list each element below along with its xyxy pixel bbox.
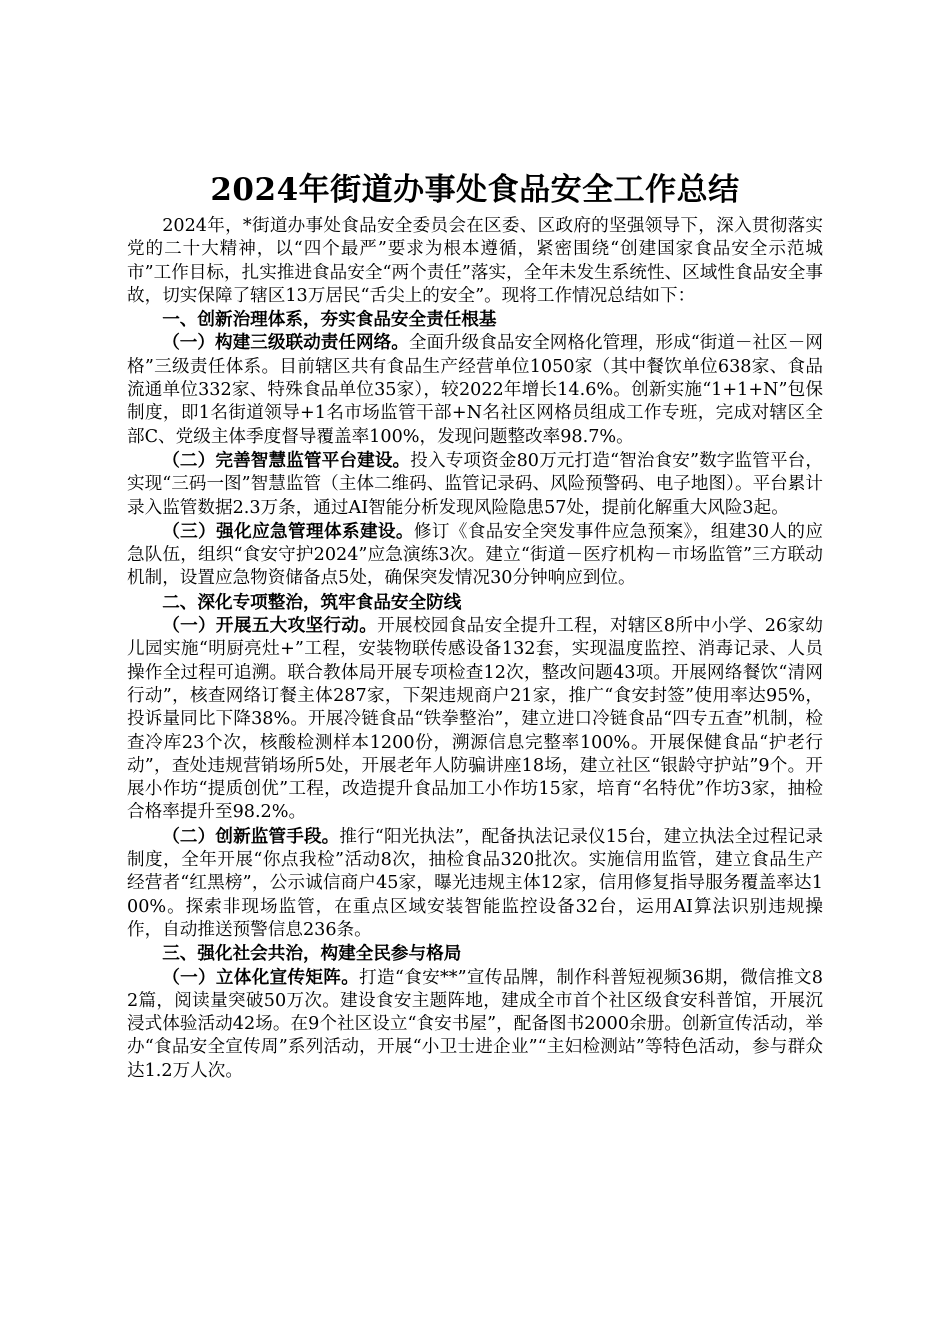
paragraph-lead: （一）构建三级联动责任网络。 xyxy=(162,332,409,354)
paragraph-lead: （二）完善智慧监管平台建设。 xyxy=(162,449,411,471)
paragraph-1-3 xyxy=(127,520,823,591)
paragraph-2-2 xyxy=(127,825,823,942)
section-heading-2: 二、深化专项整治，筑牢食品安全防线 xyxy=(162,591,462,613)
paragraph-lead: （一）立体化宣传矩阵。 xyxy=(162,966,360,988)
paragraph-body: 全面升级食品安全网格化管理，形成“街道－社区－网格”三级责任体系。目前辖区共有食品生产经营单位1050家（其中餐饮单位638家、食品流通单位332家、特殊食品单位35家），较2022年增长14.6%。创新实施“1+1+N”包保制度，即1名街道领导+1名市场监管干部+N名社区网格员组成工作专班，完成对辖区全部C、党级主体季度督导覆盖率100%，发现问题整改率98.7%。 xyxy=(127,333,823,447)
paragraph-lead: （三）强化应急管理体系建设。 xyxy=(162,520,414,542)
paragraph-body: 打造“食安**”宣传品牌，制作科普短视频36期，微信推文82篇，阅读量突破50万次。建设食安主题阵地，建成全市首个社区级食安科普馆，开展沉浸式体验活动42场。在9个社区设立“食安书屋”，配备图书2000余册。创新宣传活动，举办“食品安全宣传周”系列活动，开展“小卫士进企业”“主妇检测站”等特色活动，参与群众达1.2万人次。 xyxy=(127,967,823,1081)
paragraph-lead: （一）开展五大攻坚行动。 xyxy=(162,615,378,637)
paragraph-1-1 xyxy=(127,331,823,448)
document-title: 2024年街道办事处食品安全工作总结 xyxy=(210,172,740,208)
paragraph-body: 修订《食品安全突发事件应急预案》，组建30人的应急队伍，组织“食安守护2024”应急演练3次。建立“街道－医疗机构－市场监管”三方联动机制，设置应急物资储备点5处，确保突发情况30分钟响应到位。 xyxy=(127,521,823,589)
paragraph-body: 推行“阳光执法”，配备执法记录仪15台，建立执法全过程记录制度，全年开展“你点我检”活动8次，抽检食品320批次。实施信用监管，建立食品生产经营者“红黑榜”，公示诚信商户45家，曝光违规主体12家，信用修复指导服务覆盖率达100%。探索非现场监管，在重点区域安装智能监控设备32台，运用AI算法识别违规操作，自动推送预警信息236条。 xyxy=(127,826,823,940)
paragraph-body: 开展校园食品安全提升工程，对辖区8所中小学、26家幼儿园实施“明厨亮灶+”工程，安装物联传感设备132套，实现温度监控、消毒记录、人员操作全过程可追溯。联合教体局开展专项检查12次，整改问题43项。开展网络餐饮“清网行动”，核查网络订餐主体287家，下架违规商户21家，推广“食安封签”使用率达95%，投诉量同比下降38%。开展冷链食品“铁拳整治”，建立进口冷链食品“四专五查”机制，检查冷库23个次，核酸检测样本1200份，溯源信息完整率100%。开展保健食品“护老行动”，查处违规营销场所5处，开展老年人防骗讲座18场，建立社区“银龄守护站”9个。开展小作坊“提质创优”工程，改造提升食品加工小作坊15家，培育“名特优”作坊3家，抽检合格率提升至98.2%。 xyxy=(127,616,823,823)
section-heading-1: 一、创新治理体系，夯实食品安全责任根基 xyxy=(162,309,497,331)
paragraph-lead: （二）创新监管手段。 xyxy=(162,825,340,847)
paragraph-body: 投入专项资金80万元打造“智治食安”数字监管平台，实现“三码一图”智慧监管（主体二维码、监管记录码、风险预警码、电子地图）。平台累计录入监管数据2.3万条，通过AI智能分析发现风险隐患57处，提前化解重大风险3起。 xyxy=(127,450,823,518)
intro-paragraph: 2024年，*街道办事处食品安全委员会在区委、区政府的坚强领导下，深入贯彻落实党的二十大精神，以“四个最严”要求为根本遵循，紧密围绕“创建国家食品安全示范城市”工作目标，扎实推进食品安全“两个责任”落实，全年未发生系统性、区域性食品安全事故，切实保障了辖区13万居民“舌尖上的安全”。现将工作情况总结如下： xyxy=(127,216,823,306)
document-page xyxy=(127,168,823,1083)
paragraph-1-2 xyxy=(127,449,823,520)
paragraph-2-1 xyxy=(127,614,823,825)
paragraph-3-1 xyxy=(127,966,823,1083)
section-heading-3: 三、强化社会共治，构建全民参与格局 xyxy=(162,943,462,965)
